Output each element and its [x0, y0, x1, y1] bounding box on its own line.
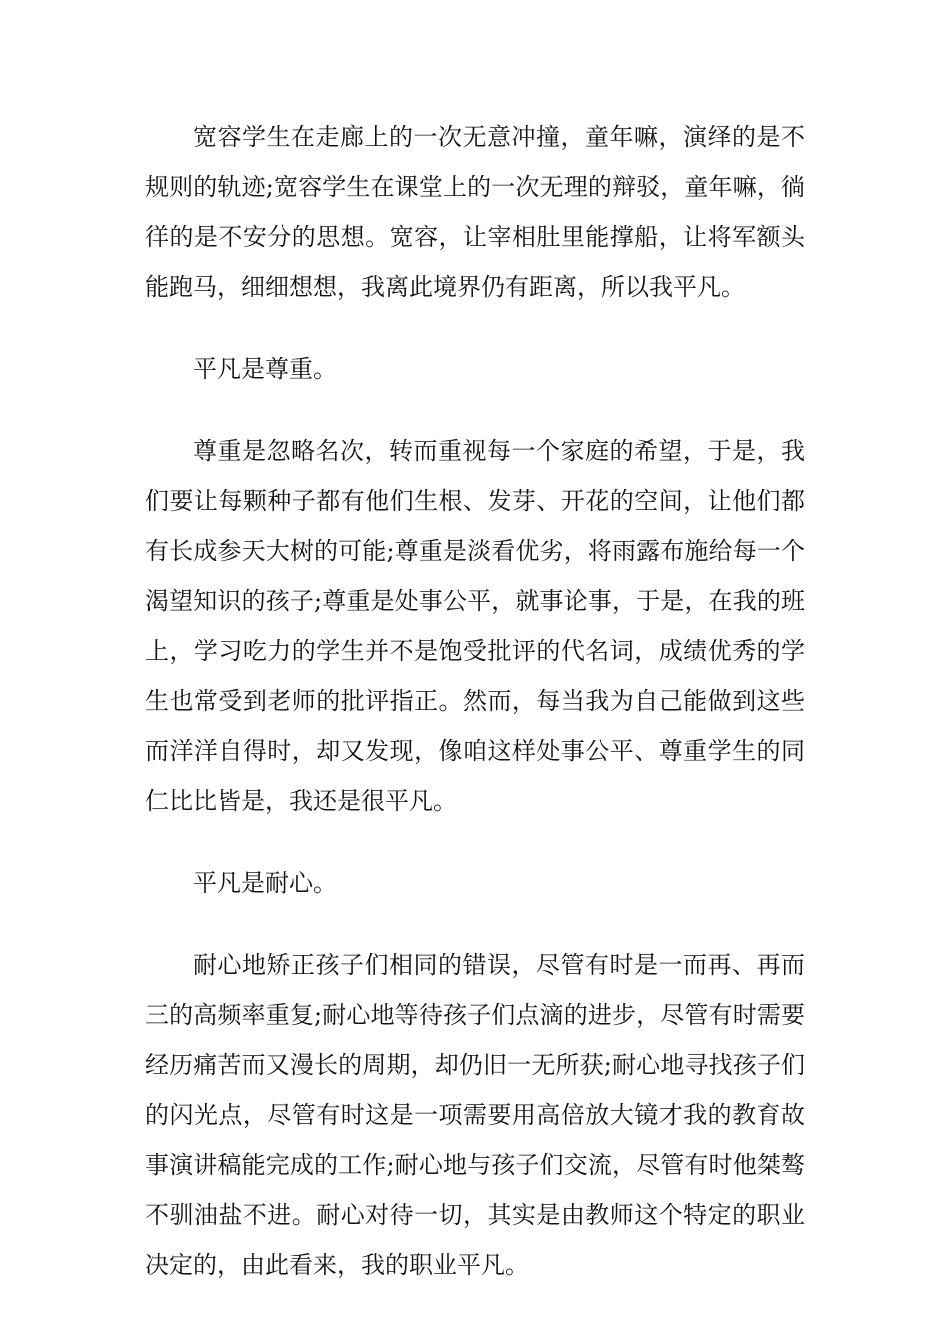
- paragraph-tolerance: 宽容学生在走廊上的一次无意冲撞，童年嘛，演绎的是不规则的轨迹;宽容学生在课堂上的一次无理的辩驳，童年嘛，徜徉的是不安分的思想。宽容，让宰相肚里能撑船，让将军额头能跑马，细细想想，我离此境界仍有距离，所以我平凡。: [145, 123, 805, 301]
- document-body: [145, 112, 805, 1290]
- paragraph-respect: 尊重是忽略名次，转而重视每一个家庭的希望，于是，我们要让每颗种子都有他们生根、发芽、开花的空间，让他们都有长成参天大树的可能;尊重是淡看优劣，将雨露布施给每一个渴望知识的孩子;尊重是处事公平，就事论事，于是，在我的班上，学习吃力的学生并不是饱受批评的代名词，成绩优秀的学生也常受到老师的批评指正。然而，每当我为自己能做到这些而洋洋自得时，却又发现，像咱这样处事公平、尊重学生的同仁比比皆是，我还是很平凡。: [145, 437, 805, 815]
- heading-respect: 平凡是尊重。: [193, 355, 337, 383]
- paragraph-patience: 耐心地矫正孩子们相同的错误，尽管有时是一而再、再而三的高频率重复;耐心地等待孩子们点滴的进步，尽管有时需要经历痛苦而又漫长的周期，却仍旧一无所获;耐心地寻找孩子们的闪光点，尽管有时这是一项需要用高倍放大镜才我的教育故事演讲稿能完成的工作;耐心地与孩子们交流，尽管有时他桀骜不驯油盐不进。耐心对待一切，其实是由教师这个特定的职业决定的，由此看来，我的职业平凡。: [145, 951, 805, 1279]
- heading-patience: 平凡是耐心。: [193, 869, 337, 897]
